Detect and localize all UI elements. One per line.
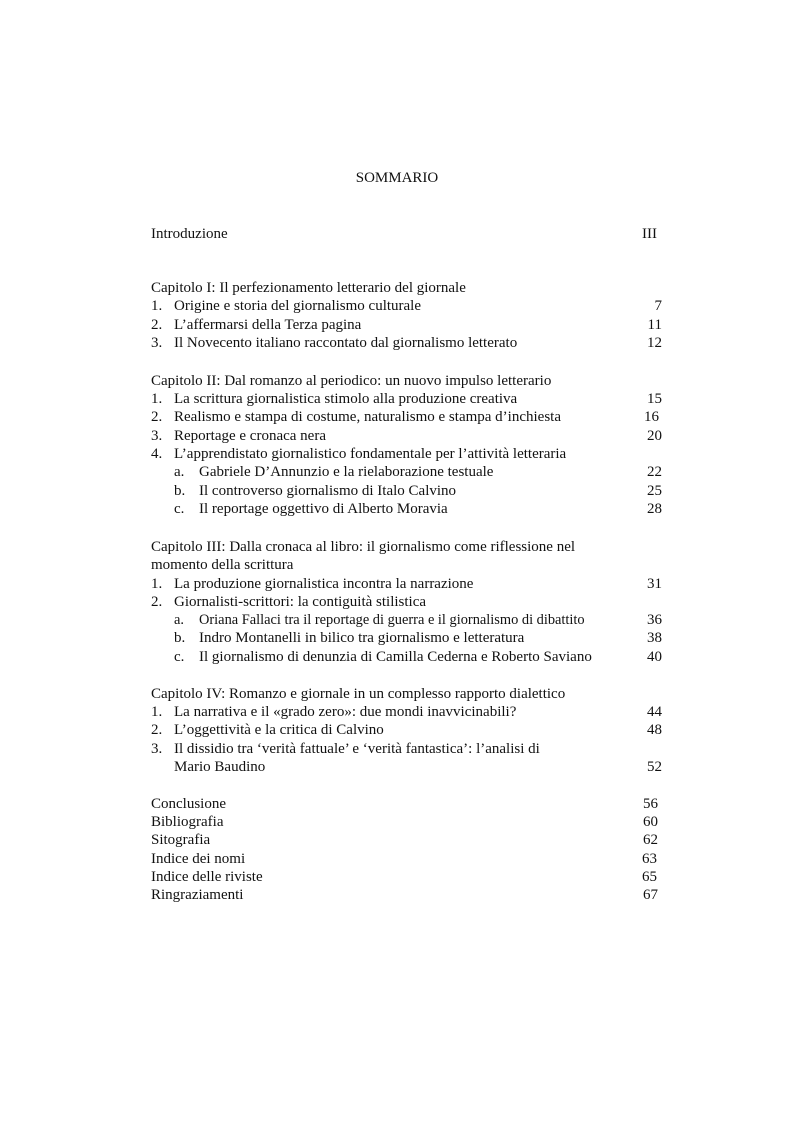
- entry-letter: c.: [174, 501, 185, 517]
- entry-number: 1.: [151, 704, 163, 720]
- entry-text: Il dissidio tra ‘verità fattuale’ e ‘verità fantastica’: l’analisi di: [174, 741, 540, 757]
- toc-entry-3-1: [151, 575, 662, 594]
- toc-entry-1-1: [151, 297, 662, 316]
- toc-subentry-2-4-b: [151, 482, 662, 501]
- entry-page: 15: [647, 391, 662, 407]
- toc-entry-bibliography: [151, 813, 658, 832]
- toc-entry-page: III: [642, 226, 657, 242]
- toc-entry-2-3: [151, 427, 662, 446]
- toc-entry-1-2: [151, 316, 662, 335]
- entry-text: Bibliografia: [151, 814, 224, 830]
- toc-entry-introduction: [151, 225, 657, 244]
- entry-page: 12: [647, 335, 662, 351]
- entry-page: 38: [647, 630, 662, 646]
- toc-entry-4-3: [151, 740, 662, 759]
- entry-letter: a.: [174, 464, 185, 480]
- toc-subentry-2-4-c: [151, 500, 662, 519]
- toc-entry-sitography: [151, 831, 658, 850]
- toc-entry-4-2: [151, 721, 662, 740]
- entry-number: 2.: [151, 722, 163, 738]
- entry-number: 3.: [151, 428, 163, 444]
- entry-page: 60: [643, 814, 658, 830]
- toc-subentry-3-2-c: [151, 648, 662, 667]
- entry-text: Il Novecento italiano raccontato dal giornalismo letterato: [174, 335, 518, 351]
- page-title: SOMMARIO: [355, 170, 439, 186]
- entry-page: 52: [647, 759, 662, 775]
- toc-entry-4-3-cont: [151, 758, 662, 777]
- entry-page: 11: [647, 317, 662, 333]
- entry-text: Gabriele D’Annunzio e la rielaborazione testuale: [199, 464, 494, 480]
- entry-letter: b.: [174, 483, 186, 499]
- entry-text: Realismo e stampa di costume, naturalismo e stampa d’inchiesta: [174, 409, 561, 425]
- entry-number: 2.: [151, 317, 163, 333]
- chapter-2-heading: Capitolo II: Dal romanzo al periodico: un nuovo impulso letterario: [151, 373, 552, 389]
- toc-entry-2-2: [151, 408, 659, 427]
- entry-page: 44: [647, 704, 662, 720]
- entry-text: La scrittura giornalistica stimolo alla produzione creativa: [174, 391, 518, 407]
- entry-text: Mario Baudino: [174, 759, 266, 775]
- chapter-3-heading: Capitolo III: Dalla cronaca al libro: il giornalismo come riflessione nel: [151, 539, 576, 555]
- entry-number: 1.: [151, 298, 163, 314]
- entry-page: 25: [647, 483, 662, 499]
- entry-page: 62: [643, 832, 658, 848]
- entry-text: La produzione giornalistica incontra la narrazione: [174, 576, 474, 592]
- entry-page: 40: [647, 649, 662, 665]
- toc-entry-name-index: [151, 850, 657, 869]
- entry-page: 28: [647, 501, 662, 517]
- toc-entry-journal-index: [151, 868, 657, 887]
- entry-page: 16: [644, 409, 659, 425]
- toc-entry-acknowledgements: [151, 886, 658, 905]
- entry-page: 36: [647, 612, 662, 628]
- entry-number: 1.: [151, 391, 163, 407]
- entry-letter: c.: [174, 649, 185, 665]
- entry-text: Il controverso giornalismo di Italo Calvino: [199, 483, 457, 499]
- entry-page: 63: [642, 851, 657, 867]
- toc-entry-2-4: [151, 445, 662, 464]
- entry-text: Conclusione: [151, 796, 226, 812]
- entry-text: Giornalisti-scrittori: la contiguità stilistica: [174, 594, 427, 610]
- entry-letter: b.: [174, 630, 186, 646]
- toc-entry-3-2: [151, 593, 662, 612]
- entry-number: 2.: [151, 594, 163, 610]
- entry-text: Indro Montanelli in bilico tra giornalismo e letteratura: [199, 630, 525, 646]
- toc-entry-conclusion: [151, 795, 658, 814]
- entry-text: Indice delle riviste: [151, 869, 263, 885]
- entry-page: 31: [647, 576, 662, 592]
- toc-entry-text: Introduzione: [151, 226, 228, 242]
- entry-text: L’oggettività e la critica di Calvino: [174, 722, 384, 738]
- entry-text: L’affermarsi della Terza pagina: [174, 317, 362, 333]
- entry-text: La narrativa e il «grado zero»: due mondi inavvicinabili?: [174, 704, 517, 720]
- entry-number: 4.: [151, 446, 163, 462]
- toc-entry-1-3: [151, 334, 662, 353]
- entry-text: L’apprendistato giornalistico fondamentale per l’attività letteraria: [174, 446, 567, 462]
- entry-text: Il reportage oggettivo di Alberto Moravia: [199, 501, 448, 517]
- entry-page: 7: [654, 298, 662, 314]
- entry-number: 3.: [151, 741, 163, 757]
- chapter-1-heading: Capitolo I: Il perfezionamento letterario del giornale: [151, 280, 466, 296]
- entry-number: 3.: [151, 335, 163, 351]
- toc-subentry-3-2-b: [151, 629, 662, 648]
- entry-text: Sitografia: [151, 832, 211, 848]
- entry-number: 1.: [151, 576, 163, 592]
- entry-text: Indice dei nomi: [151, 851, 246, 867]
- entry-page: 67: [643, 887, 658, 903]
- entry-text: Oriana Fallaci tra il reportage di guerra e il giornalismo di dibattito: [199, 612, 585, 628]
- toc-entry-4-1: [151, 703, 662, 722]
- chapter-3-heading-cont: momento della scrittura: [151, 557, 294, 573]
- entry-text: Reportage e cronaca nera: [174, 428, 326, 444]
- entry-page: 56: [643, 796, 658, 812]
- entry-text: Origine e storia del giornalismo culturale: [174, 298, 422, 314]
- toc-subentry-3-2-a: [151, 611, 662, 630]
- toc-subentry-2-4-a: [151, 463, 662, 482]
- entry-page: 22: [647, 464, 662, 480]
- entry-text: Ringraziamenti: [151, 887, 244, 903]
- entry-number: 2.: [151, 409, 163, 425]
- toc-entry-2-1: [151, 390, 662, 409]
- chapter-4-heading: Capitolo IV: Romanzo e giornale in un complesso rapporto dialettico: [151, 686, 566, 702]
- entry-text: Il giornalismo di denunzia di Camilla Cederna e Roberto Saviano: [199, 649, 592, 665]
- entry-page: 48: [647, 722, 662, 738]
- entry-letter: a.: [174, 612, 184, 628]
- entry-page: 65: [642, 869, 657, 885]
- entry-page: 20: [647, 428, 662, 444]
